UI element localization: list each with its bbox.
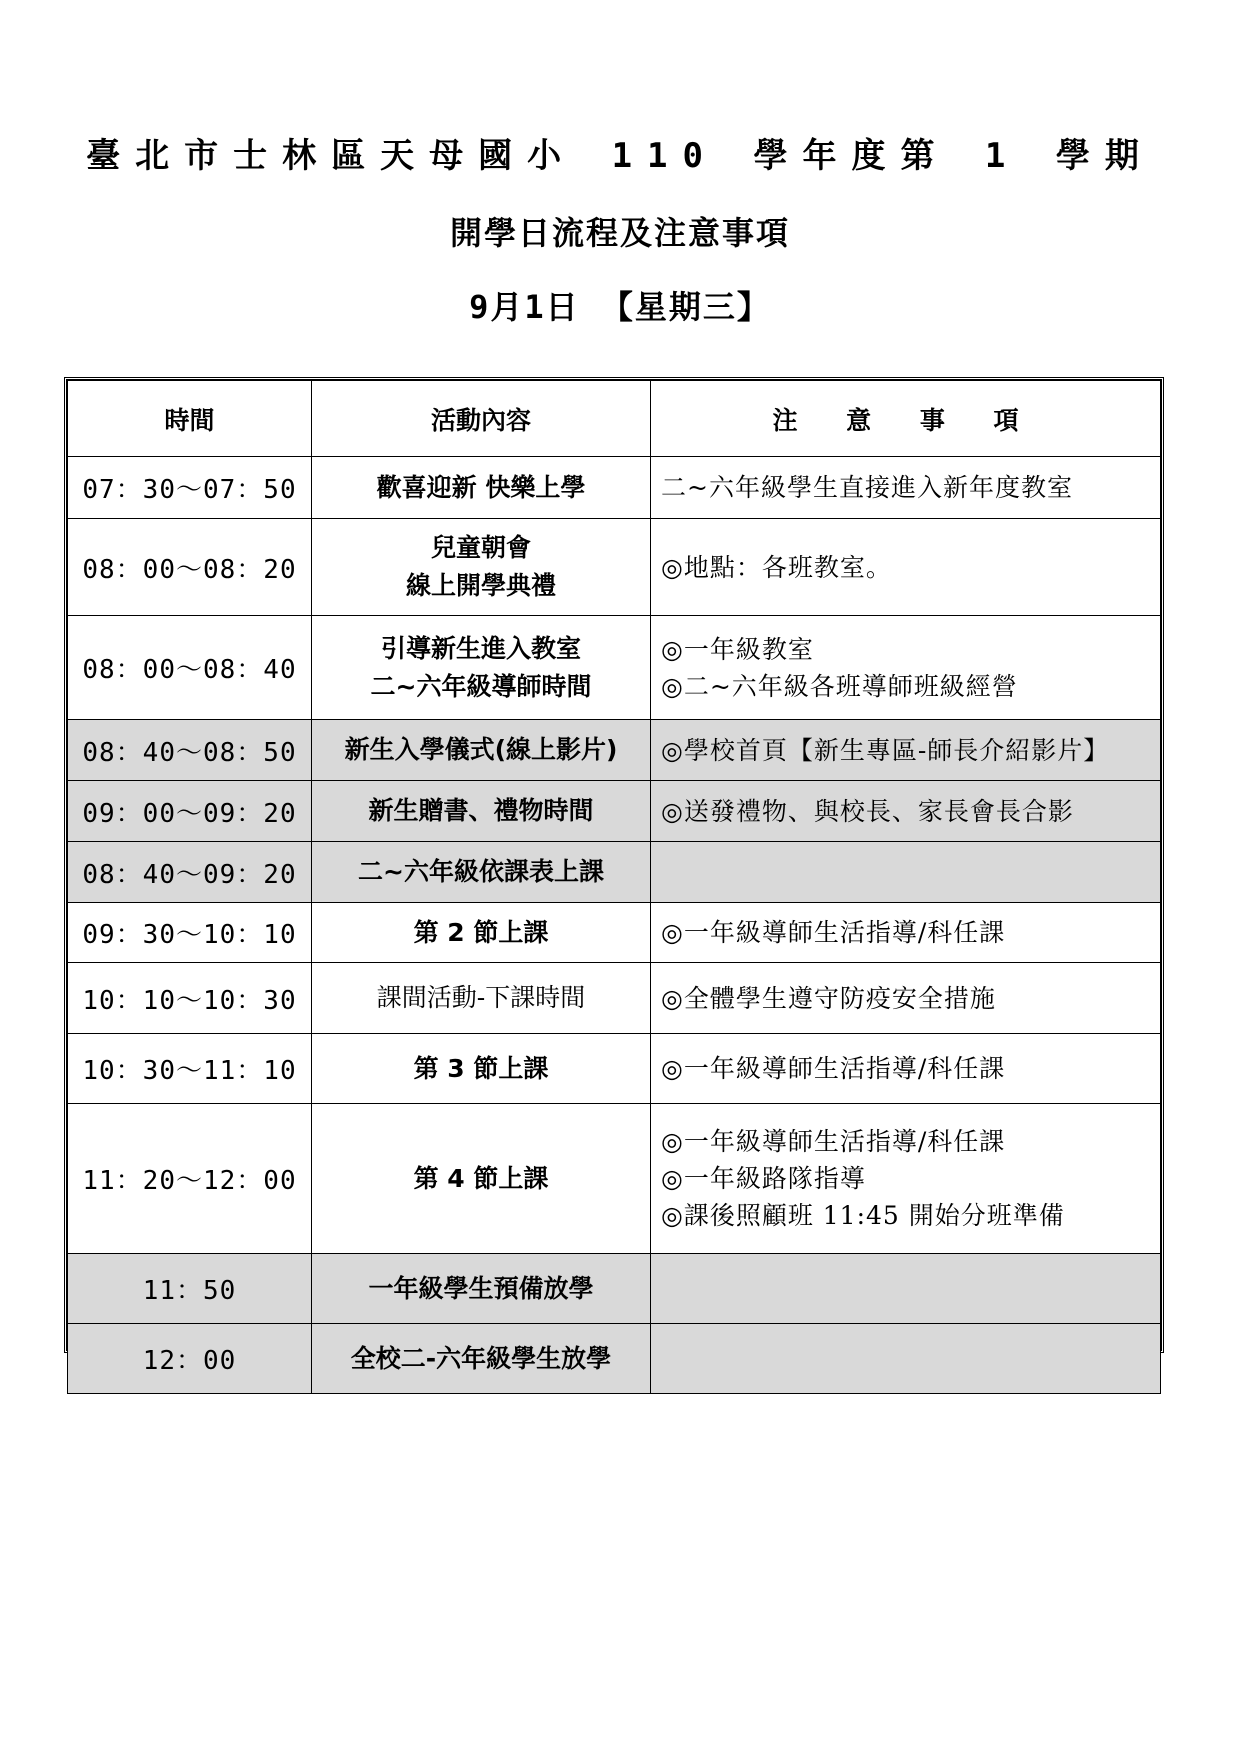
time-cell: 07：30～07：50 <box>68 457 312 519</box>
time-cell: 11：20～12：00 <box>68 1104 312 1254</box>
activity-line: 一年級學生預備放學 <box>368 1273 594 1303</box>
note-line: ◎二~六年級各班導師班級經營 <box>661 671 1018 701</box>
activity-cell <box>312 781 651 842</box>
activity-cell <box>312 963 651 1034</box>
time-cell: 08：00～08：40 <box>68 616 312 720</box>
table-row <box>68 1104 1161 1254</box>
notes-cell <box>651 1104 1161 1254</box>
table-row <box>68 1254 1161 1324</box>
activity-cell <box>312 519 651 616</box>
activity-line: 第 2 節上課 <box>413 917 549 947</box>
notes-cell <box>651 903 1161 963</box>
time-cell: 12：00 <box>68 1324 312 1394</box>
note-line: ◎一年級導師生活指導/科任課 <box>661 1054 1006 1083</box>
table-row <box>68 781 1161 842</box>
table-header-row <box>68 381 1161 457</box>
note-line: 二~六年級學生直接進入新年度教室 <box>661 473 1073 502</box>
note-line: ◎課後照顧班 11:45 開始分班準備 <box>661 1201 1065 1230</box>
note-line: ◎地點：各班教室。 <box>661 552 892 582</box>
notes-cell <box>651 963 1161 1034</box>
activity-line: 新生贈書、禮物時間 <box>368 796 594 825</box>
table-row <box>68 457 1161 519</box>
notes-cell <box>651 616 1161 720</box>
activity-line: 引導新生進入教室 <box>380 633 581 663</box>
time-cell: 08：40～08：50 <box>68 720 312 781</box>
table-row <box>68 842 1161 903</box>
schedule-table <box>64 377 1164 1376</box>
table-row <box>68 519 1161 616</box>
column-header-time: 時間 <box>68 381 312 457</box>
time-cell: 08：40～09：20 <box>68 842 312 903</box>
table-row <box>68 963 1161 1034</box>
activity-cell <box>312 903 651 963</box>
notes-cell <box>651 1254 1161 1324</box>
notes-cell <box>651 720 1161 781</box>
time-cell: 10：30～11：10 <box>68 1034 312 1104</box>
document-subtitle: 開學日流程及注意事項 <box>449 214 790 252</box>
table-row <box>68 616 1161 720</box>
activity-cell <box>312 1104 651 1254</box>
table-row <box>68 1324 1161 1394</box>
notes-cell <box>651 519 1161 616</box>
notes-cell <box>651 457 1161 519</box>
table-row <box>68 720 1161 781</box>
note-line: ◎送發禮物、與校長、家長會長合影 <box>661 796 1074 826</box>
time-cell: 08：00～08：20 <box>68 519 312 616</box>
notes-cell <box>651 842 1161 903</box>
activity-cell <box>312 1324 651 1394</box>
document-title: 臺北市士林區天母國小 110 學年度第 1 學期 <box>86 136 1154 176</box>
activity-cell <box>312 842 651 903</box>
activity-line: 線上開學典禮 <box>405 571 556 600</box>
document-date: 9月1日 【星期三】 <box>469 288 771 326</box>
note-line: ◎一年級教室 <box>661 634 814 664</box>
note-line: ◎學校首頁【新生專區-師長介紹影片】 <box>661 735 1110 765</box>
time-cell: 10：10～10：30 <box>68 963 312 1034</box>
activity-cell <box>312 1254 651 1324</box>
activity-line: 兒童朝會 <box>430 533 531 562</box>
activity-line: 歡喜迎新 快樂上學 <box>376 472 586 502</box>
note-line: ◎一年級導師生活指導/科任課 <box>661 918 1006 947</box>
activity-line: 全校二-六年級學生放學 <box>350 1343 612 1373</box>
activity-line: 二~六年級導師時間 <box>370 671 592 701</box>
activity-cell <box>312 720 651 781</box>
time-cell: 09：00～09：20 <box>68 781 312 842</box>
note-line: ◎全體學生遵守防疫安全措施 <box>661 983 996 1013</box>
notes-cell <box>651 781 1161 842</box>
activity-line: 新生入學儀式(線上影片) <box>344 735 618 764</box>
column-header-activity: 活動內容 <box>312 381 651 457</box>
activity-cell <box>312 616 651 720</box>
table-row <box>68 1034 1161 1104</box>
table-row <box>68 903 1161 963</box>
column-header-notes: 注 意 事 項 <box>651 381 1161 457</box>
notes-cell <box>651 1034 1161 1104</box>
time-cell: 09：30～10：10 <box>68 903 312 963</box>
activity-cell <box>312 1034 651 1104</box>
activity-line: 第 4 節上課 <box>413 1163 549 1193</box>
notes-cell <box>651 1324 1161 1394</box>
note-line: ◎一年級路隊指導 <box>661 1164 866 1193</box>
activity-line: 二~六年級依課表上課 <box>358 857 604 886</box>
note-line: ◎一年級導師生活指導/科任課 <box>661 1127 1006 1156</box>
activity-cell <box>312 457 651 519</box>
activity-line: 課間活動-下課時間 <box>376 983 586 1012</box>
time-cell: 11：50 <box>68 1254 312 1324</box>
activity-line: 第 3 節上課 <box>413 1053 549 1083</box>
